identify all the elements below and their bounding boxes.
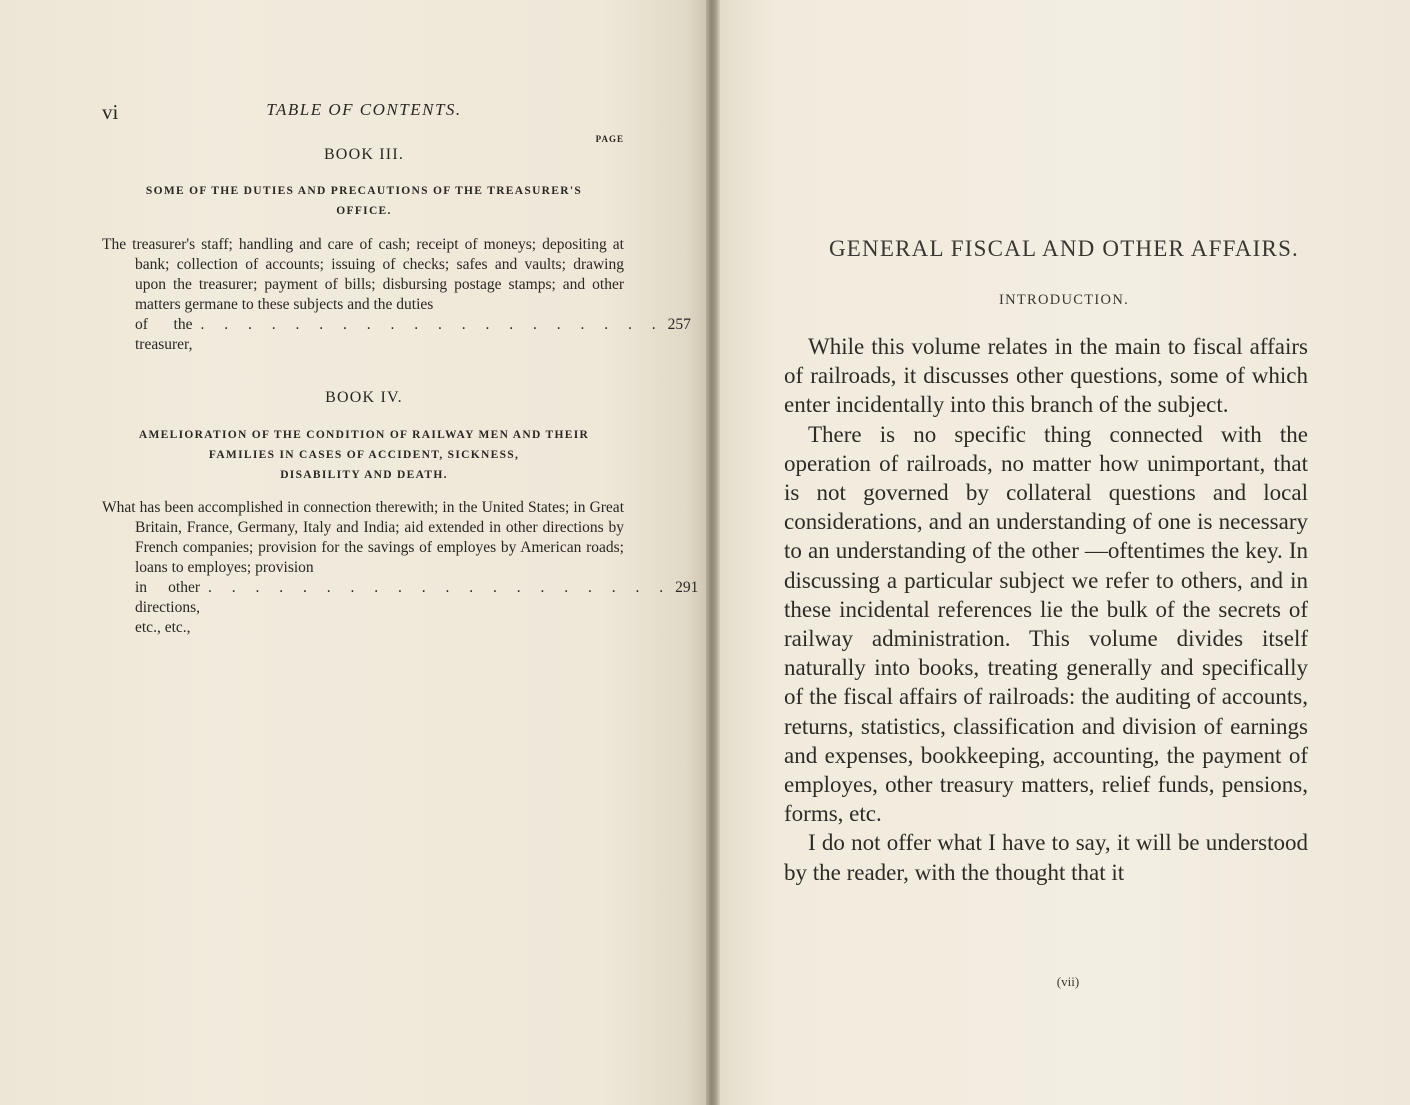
paragraph: I do not offer what I have to say, it will be understood by the reader, with the thought that it <box>784 830 1308 885</box>
page-number-right: (vii) <box>1056 974 1080 989</box>
page-column-label: PAGE <box>595 134 624 144</box>
book-subtitle-line: DISABILITY AND DEATH. <box>280 469 448 481</box>
toc-leader-dots: . . . . . . . . . . . . . . . . . . . . <box>208 579 672 596</box>
book-description <box>102 498 699 638</box>
right-page <box>720 0 1410 1105</box>
chapter-title: GENERAL FISCAL AND OTHER AFFAIRS. <box>828 236 1300 261</box>
toc-entry-line <box>102 578 699 638</box>
book-subtitle-line: FAMILIES IN CASES OF ACCIDENT, SICKNESS, <box>208 449 520 461</box>
book-description <box>102 235 691 355</box>
running-head <box>102 100 626 124</box>
book-gutter <box>706 0 720 1105</box>
paragraph: There is no specific thing connected with the operation of railroads, no matter how unimportant, that is not governed by collateral questions and local considerations, and an understanding of one is necessary to an understanding of the other —oftentimes the key. In discussing a particular subject we refer to others, and in these incidental references lie the bulk of the secrets of railway administration. This volume divides itself naturally into books, treating generally and specifically of the fiscal affairs of railroads: the auditing of accounts, returns, statistics, classification and division of earnings and expenses, bookkeeping, accounting, the payment of employes, other treasury matters, relief funds, pensions, forms, etc. <box>784 421 1308 827</box>
book-subtitle-line: AMELIORATION OF THE CONDITION OF RAILWAY MEN AND THEIR <box>138 429 590 441</box>
toc-leader-dots: . . . . . . . . . . . . . . . . . . . . <box>200 316 664 333</box>
book-description-text: The treasurer's staff; handling and care of cash; receipt of moneys; depositing at bank; collection of accounts; issuing of checks; safes and vaults; drawing upon the treasurer; payment of bills; disbursing postage stamps; and other matters germane to these subjects and the duties <box>102 236 624 313</box>
toc-entry-last-line: in other directions, etc., etc., <box>135 579 200 636</box>
book-subtitle <box>102 425 626 485</box>
book-title: BOOK IV. <box>325 389 403 406</box>
book-subtitle <box>102 181 626 221</box>
running-head-title: TABLE OF CONTENTS. <box>266 100 462 119</box>
toc-page-number: 257 <box>667 316 691 333</box>
book-subtitle-line: SOME OF THE DUTIES AND PRECAUTIONS OF THE TREASURER'S <box>145 185 583 197</box>
toc-entry-last-line: of the treasurer, <box>135 316 193 353</box>
toc-entry-line <box>102 315 691 355</box>
book-title: BOOK III. <box>323 146 405 163</box>
section-heading: INTRODUCTION. <box>998 292 1130 308</box>
page-number-left: vi <box>102 100 119 124</box>
body-text <box>784 332 1308 887</box>
paragraph: While this volume relates in the main to fiscal affairs of railroads, it discusses other questions, some of which enter incidentally into this branch of the subject. <box>784 334 1308 418</box>
book-subtitle-line: OFFICE. <box>336 205 392 217</box>
book-description-text: What has been accomplished in connection therewith; in the United States; in Great Britain, France, Germany, Italy and India; aid extended in other directions by French companies; provision for the savings of employes by American roads; loans to employes; provision <box>102 499 624 576</box>
toc-page-number: 291 <box>675 579 699 596</box>
